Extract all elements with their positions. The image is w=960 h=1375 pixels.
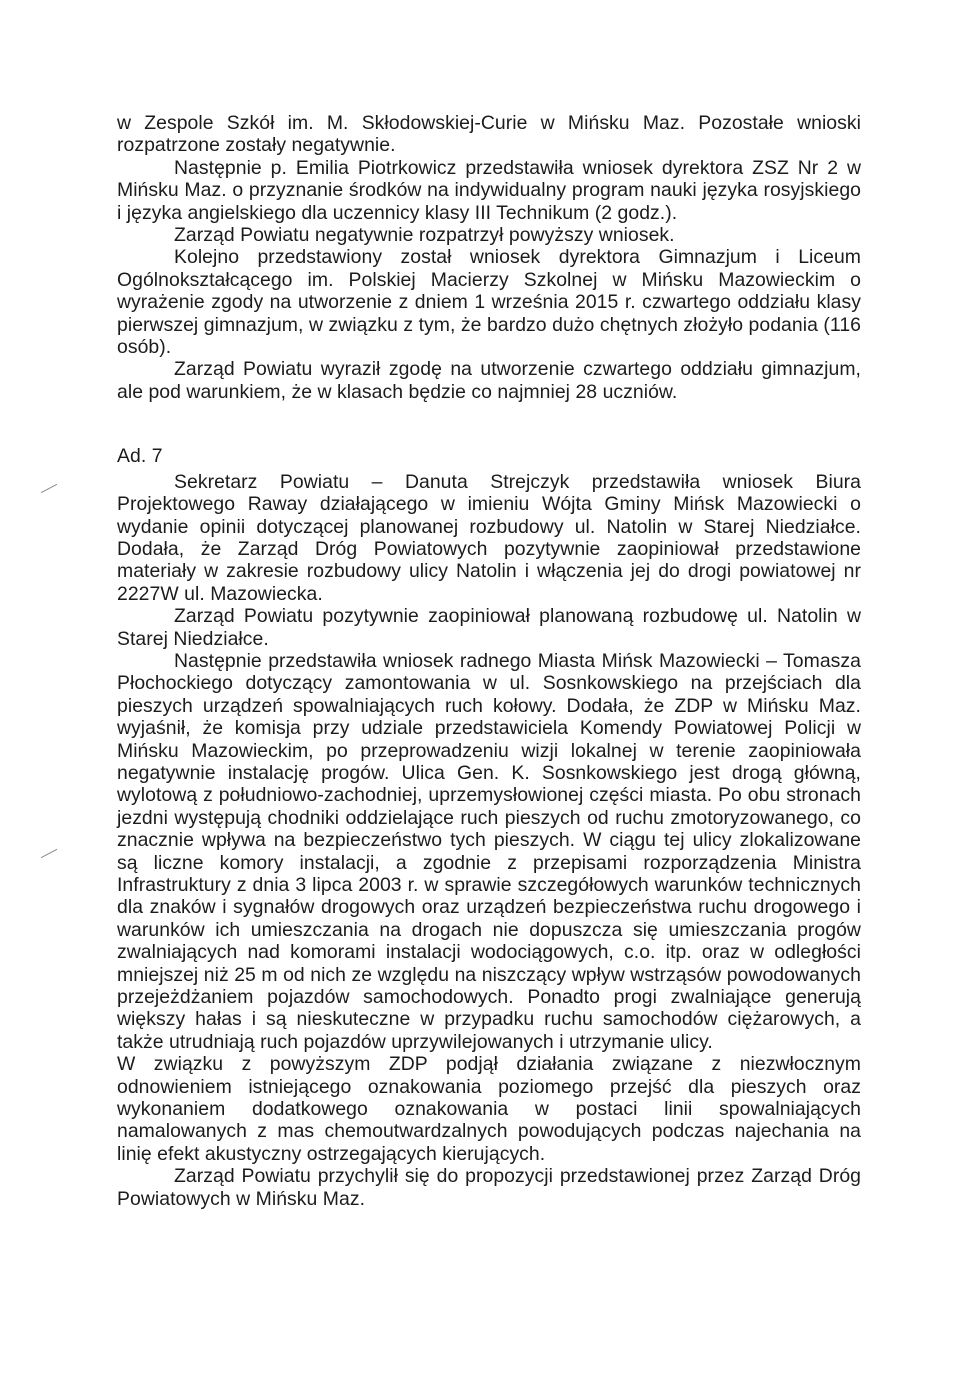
paragraph: Zarząd Powiatu wyraził zgodę na utworzenie czwartego oddziału gimnazjum, ale pod warunkiem, że w klasach będzie co najmniej 28 uczniów. [117, 358, 861, 403]
paragraph: Następnie przedstawiła wniosek radnego Miasta Mińsk Mazowiecki – Tomasza Płochockiego dotyczący zamontowania w ul. Sosnkowskiego na przejściach dla pieszych urządzeń spowalniających ruch kołowy. Dodała, że ZDP w Mińsku Maz. wyjaśnił, że komisja przy udziale przedstawiciela Komendy Powiatowej Policji w Mińsku Mazowieckim, po przeprowadzeniu wizji lokalnej w terenie zaopiniowała negatywnie instalację progów. Ulica Gen. K. Sosnkowskiego jest drogą główną, wylotową z południowo-zachodniej, uprzemysłowionej części miasta. Po obu stronach jezdni występują chodniki oddzielające ruch pieszych od ruchu zmotoryzowanego, co znacznie wpływa na bezpieczeństwo tych pieszych. W ciągu tej ulicy zlokalizowane są liczne komory instalacji, a zgodnie z przepisami rozporządzenia Ministra Infrastruktury z dnia 3 lipca 2003 r. w sprawie szczegółowych warunków technicznych dla znaków i sygnałów drogowych oraz urządzeń bezpieczeństwa ruchu drogowego i warunków ich umieszczania na drogach nie dopuszcza się umieszczania progów zwalniających nad komorami instalacji wodociągowych, c.o. itp. oraz w odległości mniejszej niż 25 m od nich ze względu na niszczący wpływ wstrząsów powodowanych przejeżdżaniem pojazdów samochodowych. Ponadto progi zwalniające generują większy hałas i są nieskuteczne w przypadku ruchu samochodów ciężarowych, a także utrudniają ruch pojazdów uprzywilejowanych i utrzymanie ulicy. [117, 649, 861, 1053]
paragraph: w Zespole Szkół im. M. Skłodowskiej-Curie w Mińsku Maz. Pozostałe wnioski rozpatrzone zostały negatywnie. [117, 112, 861, 157]
paragraph: W związku z powyższym ZDP podjął działania związane z niezwłocznym odnowieniem istniejącego oznakowania poziomego przejść dla pieszych oraz wykonaniem dodatkowego oznakowania w postaci linii spowalniających namalowanych z mas chemoutwardzalnych powodujących podczas najechania na linię efekt akustyczny ostrzegających kierujących. [117, 1053, 861, 1165]
section-heading: Ad. 7 [117, 445, 163, 468]
paragraph: Sekretarz Powiatu – Danuta Strejczyk przedstawiła wniosek Biura Projektowego Raway działającego w imieniu Wójta Gminy Mińsk Mazowiecki o wydanie opinii dotyczącej planowanej rozbudowy ul. Natolin w Starej Niedziałce. Dodała, że Zarząd Dróg Powiatowych pozytywnie zaopiniował przedstawione materiały w zakresie rozbudowy ulicy Natolin i włączenia jej do drogi powiatowej nr 2227W ul. Mazowiecka. [117, 470, 861, 605]
margin-mark [41, 849, 57, 858]
document-body [117, 112, 861, 1210]
paragraph: Zarząd Powiatu przychylił się do propozycji przedstawionej przez Zarząd Dróg Powiatowych w Mińsku Maz. [117, 1165, 861, 1210]
paragraph: Kolejno przedstawiony został wniosek dyrektora Gimnazjum i Liceum Ogólnokształcącego im. Polskiej Macierzy Szkolnej w Mińsku Mazowieckim o wyrażenie zgody na utworzenie z dniem 1 września 2015 r. czwartego oddziału klasy pierwszej gimnazjum, w związku z tym, że bardzo dużo chętnych złożyło podania (116 osób). [117, 246, 861, 359]
paragraph: Następnie p. Emilia Piotrkowicz przedstawiła wniosek dyrektora ZSZ Nr 2 w Mińsku Maz. o przyznanie środków na indywidualny program nauki języka rosyjskiego i języka angielskiego dla uczennicy klasy III Technikum (2 godz.). [117, 156, 861, 224]
paragraph: Zarząd Powiatu negatywnie rozpatrzył powyższy wniosek. [174, 224, 675, 247]
margin-mark [41, 484, 57, 493]
paragraph: Zarząd Powiatu pozytywnie zaopiniował planowaną rozbudowę ul. Natolin w Starej Niedziałce. [117, 605, 861, 650]
